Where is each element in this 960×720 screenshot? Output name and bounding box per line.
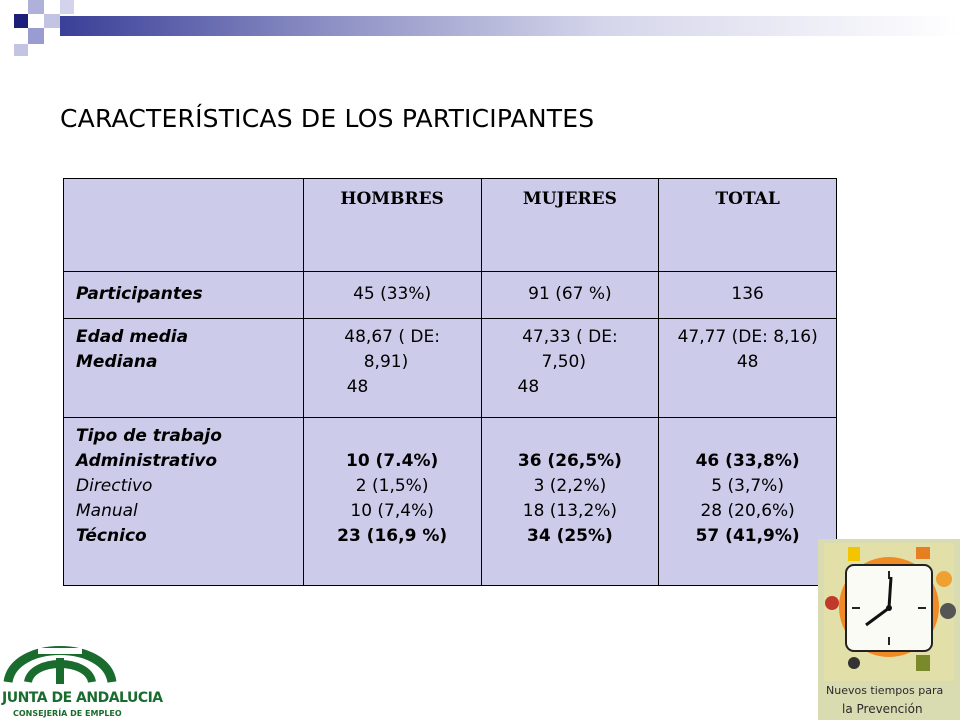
header-cell-mujeres: MUJERES	[481, 179, 659, 272]
cell-mujeres	[481, 319, 659, 418]
label-manual: Manual	[76, 501, 138, 521]
value-line: 57 (41,9%)	[695, 526, 800, 546]
value-line: 47,33 ( DE:	[522, 327, 618, 347]
table-row-participantes	[64, 272, 837, 319]
logo-text-junta: JUNTA DE ANDALUCIA	[2, 690, 163, 706]
row-label	[64, 319, 304, 418]
value-line: 8,91)	[363, 352, 409, 372]
header-cell-empty	[64, 179, 304, 272]
row-label	[64, 418, 304, 586]
value-line: 28 (20,6%)	[700, 501, 795, 521]
label-mediana: Mediana	[76, 352, 158, 372]
decor-square-lavender	[60, 0, 74, 14]
label-administrativo: Administrativo	[76, 451, 218, 471]
value-line: 3 (2,2%)	[533, 476, 607, 496]
table-header-row	[64, 179, 837, 272]
label-tipo-trabajo: Tipo de trabajo	[76, 426, 222, 446]
table-row-trabajo	[64, 418, 837, 586]
value-line: 2 (1,5%)	[355, 476, 429, 496]
cell-hombres	[303, 319, 481, 418]
table-row-edad	[64, 319, 837, 418]
value-line: 23 (16,9 %)	[337, 526, 448, 546]
decor-square-lavender	[28, 28, 44, 44]
label-edad-media: Edad media	[76, 327, 189, 347]
logo-text-consejeria: CONSEJERÍA DE EMPLEO	[13, 709, 122, 718]
slide-title: CARACTERÍSTICAS DE LOS PARTICIPANTES	[60, 104, 595, 133]
value-line: 48	[517, 377, 540, 397]
value-line: 18 (13,2%)	[522, 501, 618, 521]
cell-hombres: 45 (33%)	[303, 272, 481, 319]
value-line: 48,67 ( DE:	[344, 327, 440, 347]
participants-table	[63, 178, 837, 586]
decor-square-navy	[14, 14, 28, 28]
value-line: 47,77 (DE: 8,16)	[677, 327, 818, 347]
value-line: 10 (7,4%)	[350, 501, 434, 521]
header-decoration	[0, 0, 960, 60]
header-gradient-bar	[60, 16, 960, 36]
cell-mujeres: 91 (67 %)	[481, 272, 659, 319]
cell-hombres	[303, 418, 481, 586]
poster-caption-line1: Nuevos tiempos para	[826, 684, 944, 697]
poster-caption-line2: la Prevención	[842, 702, 923, 716]
cell-total	[659, 319, 837, 418]
value-line: 10 (7.4%)	[345, 451, 439, 471]
value-line: 46 (33,8%)	[695, 451, 800, 471]
value-line: 48	[736, 352, 759, 372]
label-tecnico: Técnico	[76, 526, 147, 546]
label-directivo: Directivo	[76, 476, 153, 496]
value-line: 5 (3,7%)	[711, 476, 784, 496]
header-cell-hombres: HOMBRES	[303, 179, 481, 272]
value-line: 48	[346, 377, 369, 397]
decor-square-lavender	[14, 44, 28, 56]
header-cell-total: TOTAL	[659, 179, 837, 272]
decor-square-lavender	[44, 14, 60, 28]
value-line: 34 (25%)	[527, 526, 613, 546]
value-line: 7,50)	[541, 352, 586, 372]
cell-total	[659, 418, 837, 586]
row-label: Participantes	[64, 272, 304, 319]
cell-total: 136	[659, 272, 837, 319]
value-line: 36 (26,5%)	[517, 451, 622, 471]
cell-mujeres	[481, 418, 659, 586]
decor-square-lavender	[28, 0, 44, 14]
